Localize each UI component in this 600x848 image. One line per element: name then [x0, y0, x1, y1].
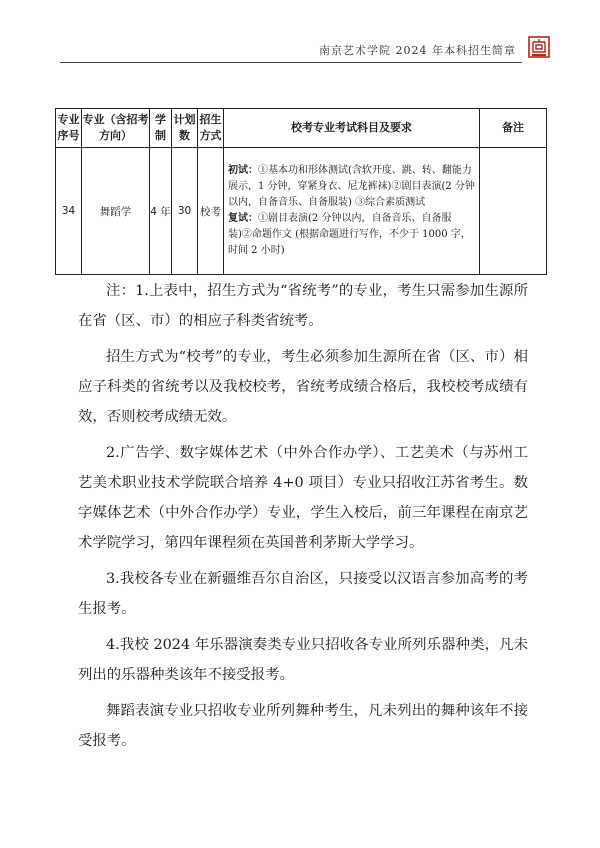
second-exam-text: ①剧目表演(2 分钟以内，自备音乐、自备服装)②命题作文 (根据命题进行写作，不少于 1000 字，时间 2 小时): [228, 213, 471, 256]
table-row: [56, 148, 547, 275]
header-duration: 学制: [150, 109, 172, 148]
second-exam: [228, 211, 475, 259]
header-plan: 计划数: [172, 109, 198, 148]
university-seal-icon: [528, 36, 550, 58]
cell-remark: [480, 148, 547, 275]
second-exam-label: 复试：: [228, 213, 258, 224]
header-method: 招生方式: [198, 109, 224, 148]
exam-requirements-table: [55, 108, 547, 275]
initial-exam-text: ①基本功和形体测试(含软开度、跳、转、翻能力展示，1 分钟，穿紧身衣、尼龙裤袜)②剧目表演(2 分钟以内，自备音乐、自备服装) ③综合素质测试: [228, 165, 475, 208]
note-paragraph-5: 4.我校 2024 年乐器演奏类专业只招收各专业所列乐器种类，凡未列出的乐器种类该年不接受报考。: [78, 637, 528, 683]
cell-method: 校考: [198, 148, 224, 275]
cell-requirements: [224, 148, 480, 275]
note-paragraph-1: 注：1.上表中，招生方式为“省统考”的专业，考生只需参加生源所在省（区、市）的相应子科类省统考。: [78, 283, 528, 329]
header-major: 专业（含招考方向）: [82, 109, 150, 148]
cell-major: 舞蹈学: [82, 148, 150, 275]
page-header: [0, 0, 600, 70]
cell-duration: 4 年: [150, 148, 172, 275]
table-header-row: [56, 109, 547, 148]
cell-plan: 30: [172, 148, 198, 275]
header-remark: 备注: [480, 109, 547, 148]
initial-exam: [228, 163, 475, 211]
note-paragraph-4: 3.我校各专业在新疆维吾尔自治区，只接受以汉语言参加高考的考生报考。: [78, 571, 528, 617]
cell-seq: 34: [56, 148, 82, 275]
note-paragraph-3: 2.广告学、数字媒体艺术（中外合作办学）、工艺美术（与苏州工艺美术职业技术学院联合培养 4+0 项目）专业只招收江苏省考生。数字媒体艺术（中外合作办学）专业，学生入校后，前三年课程在南京艺术学院学习，第四年课程须在英国普利茅斯大学学习。: [78, 445, 528, 551]
header-rule: [60, 62, 522, 63]
note-paragraph-2: 招生方式为“校考”的专业，考生必须参加生源所在省（区、市）相应子科类的省统考以及我校校考，省统考成绩合格后，我校校考成绩有效，否则校考成绩无效。: [78, 349, 528, 425]
notes-section: [78, 276, 528, 756]
header-requirements: 校考专业考试科目及要求: [224, 109, 480, 148]
note-paragraph-6: 舞蹈表演专业只招收专业所列舞种考生，凡未列出的舞种该年不接受报考。: [78, 703, 528, 749]
header-title: 南京艺术学院 2024 年本科招生简章: [319, 44, 516, 57]
initial-exam-label: 初试：: [228, 165, 258, 176]
header-seq: 专业序号: [56, 109, 82, 148]
